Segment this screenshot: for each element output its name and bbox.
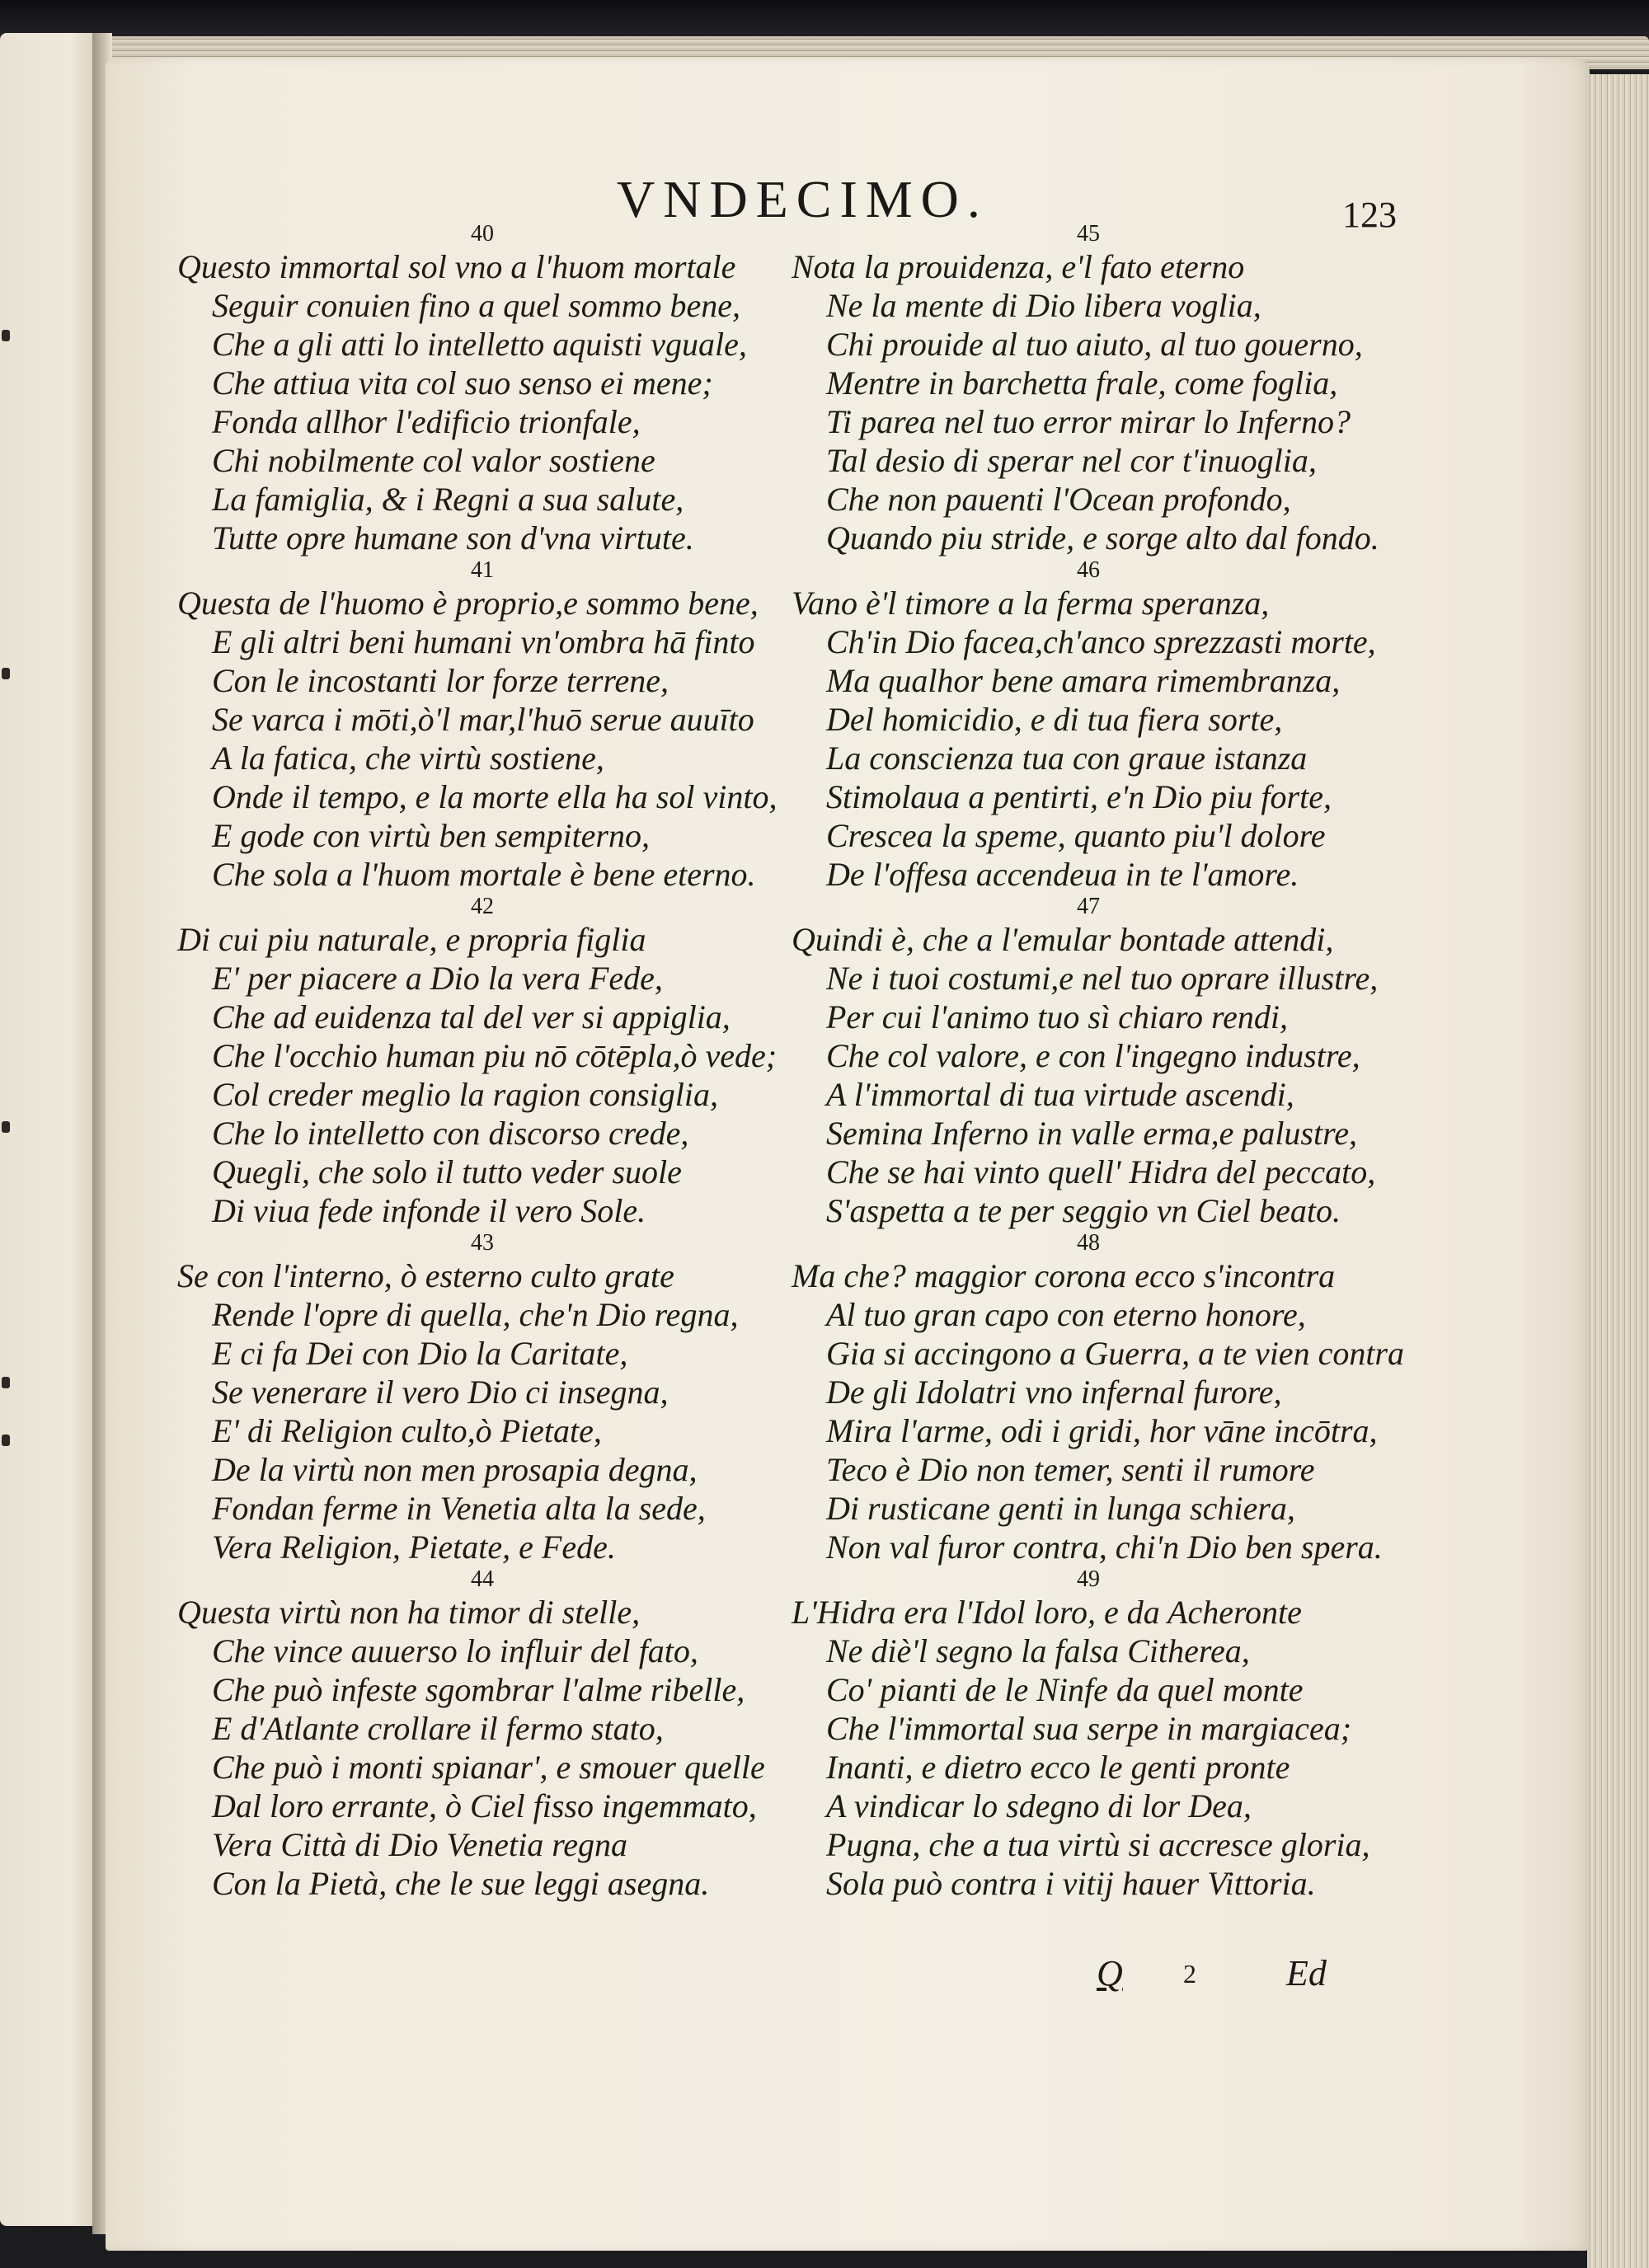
signature-number: 2 [1183,1959,1196,1989]
stanza-number: 46 [1077,557,1100,583]
page-number: 123 [1342,195,1397,235]
stanza-number: 42 [471,894,494,919]
facing-page-ink-mark [2,330,10,341]
facing-page-edge [0,33,99,2226]
verse-line: E d'Atlante crollare il fermo stato, [212,1710,664,1747]
verse-line: Che l'occhio human piu nō cōtēpla,ò vede; [212,1037,778,1074]
verse-line: Con le incostanti lor forze terrene, [212,662,669,699]
verse-line: Chi nobilmente col valor sostiene [212,442,655,479]
stanza-number: 49 [1077,1566,1100,1592]
stanza [177,894,787,1230]
verse-line: Di viua fede infonde il vero Sole. [212,1192,646,1229]
verse-line: Chi prouide al tuo aiuto, al tuo gouerno, [826,326,1363,363]
verse-line: Che può infeste sgombrar l'alme ribelle, [212,1671,745,1708]
verse-line: Col creder meglio la ragion consiglia, [212,1076,719,1113]
verse-line: Che non pauenti l'Ocean profondo, [826,481,1291,518]
verse-line: Ch'in Dio facea,ch'anco sprezzasti morte, [826,623,1376,660]
verse-line: Ma che? maggior corona ecco s'incontra [792,1257,1336,1294]
stanza [792,221,1385,557]
verse-line: Ne la mente di Dio libera voglia, [826,287,1261,324]
verse-line: Inanti, e dietro ecco le genti pronte [826,1749,1290,1786]
verse-line: Che lo intelletto con discorso crede, [212,1115,689,1152]
verse-line: Se varca i mōti,ò'l mar,l'huō serue auuīto [212,701,754,738]
verse-line: Del homicidio, e di tua fiera sorte, [826,701,1283,738]
verse-line: Seguir conuien fino a quel sommo bene, [212,287,740,324]
verse-line: S'aspetta a te per seggio vn Ciel beato. [826,1192,1341,1229]
verse-line: Rende l'opre di quella, che'n Dio regna, [212,1296,739,1333]
verse-line: Al tuo gran capo con eterno honore, [826,1296,1306,1333]
verse-line: Di rusticane genti in lunga schiera, [826,1490,1295,1527]
verse-line: Ma qualhor bene amara rimembranza, [826,662,1341,699]
verse-line: Tal desio di sperar nel cor t'inuoglia, [826,442,1317,479]
verse-line: E ci fa Dei con Dio la Caritate, [212,1335,628,1372]
running-head: VNDECIMO. [617,170,989,228]
verse-line: Per cui l'animo tuo sì chiaro rendi, [826,998,1288,1035]
verse-line: Sola può contra i vitij hauer Vittoria. [826,1865,1316,1902]
verse-line: E' di Religion culto,ò Pietate, [212,1412,602,1449]
facing-page-ink-mark [2,1435,10,1446]
verse-line: De l'offesa accendeua in te l'amore. [826,856,1299,893]
right-text-column [792,221,1404,1903]
verse-line: Quando piu stride, e sorge alto dal fondo. [826,519,1379,556]
verse-line: Teco è Dio non temer, senti il rumore [826,1451,1315,1488]
facing-page-ink-mark [2,1121,10,1133]
verse-line: Nota la prouidenza, e'l fato eterno [792,248,1245,285]
signature-mark: Q [1097,1953,1123,1993]
verse-line: Che vince auuerso lo influir del fato, [212,1632,698,1669]
verse-line: Che l'immortal sua serpe in margiacea; [826,1710,1352,1747]
verse-line: Che a gli atti lo intelletto aquisti vguale, [212,326,747,363]
verse-line: Ne diè'l segno la falsa Citherea, [826,1632,1250,1669]
verse-line: Pugna, che a tua virtù si accresce gloria, [826,1826,1370,1863]
catchword: Ed [1286,1953,1327,1993]
stanza [177,1230,787,1566]
verse-line: Con la Pietà, che le sue leggi asegna. [212,1865,710,1902]
verse-line: Stimolaua a pentirti, e'n Dio piu forte, [826,778,1332,815]
verse-line: Questo immortal sol vno a l'huom mortale [177,248,736,285]
verse-line: De la virtù non men prosapia degna, [212,1451,698,1488]
verse-line: Questa virtù non ha timor di stelle, [177,1594,641,1631]
verse-line: Ne i tuoi costumi,e nel tuo oprare illustre, [826,960,1379,997]
verse-line: Non val furor contra, chi'n Dio ben spera. [826,1528,1383,1566]
verse-line: Vano è'l timore a la ferma speranza, [792,585,1270,622]
verse-line: Fondan ferme in Venetia alta la sede, [212,1490,706,1527]
verse-line: Se con l'interno, ò esterno culto grate [177,1257,674,1294]
verse-line: Che col valore, e con l'ingegno industre, [826,1037,1360,1074]
verse-line: Quegli, che solo il tutto veder suole [212,1153,682,1190]
verse-line: Mentre in barchetta frale, come foglia, [826,364,1338,401]
verse-line: E gode con virtù ben sempiterno, [212,817,650,854]
verse-line: Ti parea nel tuo error mirar lo Inferno? [826,403,1351,440]
verse-line: E gli altri beni humani vn'ombra hā finto [212,623,755,660]
page-stack-right-edge [1587,74,1649,2268]
verse-line: La famiglia, & i Regni a sua salute, [212,481,684,518]
stanza-number: 45 [1077,221,1100,247]
verse-line: Che sola a l'huom mortale è bene eterno. [212,856,756,893]
stanza [177,221,787,557]
verse-line: Semina Inferno in valle erma,e palustre, [826,1115,1357,1152]
verse-line: Co' pianti de le Ninfe da quel monte [826,1671,1304,1708]
verse-line: Quindi è, che a l'emular bontade attendi, [792,921,1334,958]
verse-line: Gia si accingono a Guerra, a te vien contra [826,1335,1404,1372]
verse-line: Che ad euidenza tal del ver si appiglia, [212,998,731,1035]
verse-line: Onde il tempo, e la morte ella ha sol vinto, [212,778,778,815]
verse-line: De gli Idolatri vno infernal furore, [826,1373,1282,1411]
stanza-number: 48 [1077,1230,1100,1256]
verse-line: La conscienza tua con graue istanza [826,740,1308,777]
facing-page-ink-mark [2,1377,10,1388]
verse-line: Fonda allhor l'edificio trionfale, [212,403,641,440]
verse-line: Che attiua vita col suo senso ei mene; [212,364,713,401]
verse-line: E' per piacere a Dio la vera Fede, [212,960,663,997]
facing-page-ink-mark [2,668,10,679]
verse-line: Vera Città di Dio Venetia regna [212,1826,628,1863]
verse-line: Dal loro errante, ò Ciel fisso ingemmato, [212,1787,757,1824]
stanza [792,557,1385,894]
stanza [792,1230,1404,1566]
stanza-number: 47 [1077,894,1100,919]
stanza-number: 44 [471,1566,494,1592]
verse-line: Vera Religion, Pietate, e Fede. [212,1528,616,1566]
verse-line: Se venerare il vero Dio ci insegna, [212,1373,669,1411]
stanza [792,894,1385,1230]
verse-line: Che se hai vinto quell' Hidra del peccato, [826,1153,1376,1190]
verse-line: L'Hidra era l'Idol loro, e da Acheronte [792,1594,1302,1631]
verse-line: Tutte opre humane son d'vna virtute. [212,519,694,556]
left-text-column [177,221,787,1903]
verse-line: A l'immortal di tua virtude ascendi, [826,1076,1294,1113]
verse-line: Che può i monti spianar', e smouer quelle [212,1749,765,1786]
verse-line: Mira l'arme, odi i gridi, hor vāne incōtra, [826,1412,1378,1449]
stanza-number: 43 [471,1230,494,1256]
stanza [177,1566,787,1903]
verse-line: Crescea la speme, quanto piu'l dolore [826,817,1326,854]
verse-line: Di cui piu naturale, e propria figlia [177,921,646,958]
stanza-number: 41 [471,557,494,583]
verse-line: A vindicar lo sdegno di lor Dea, [826,1787,1252,1824]
verse-line: A la fatica, che virtù sostiene, [212,740,604,777]
page-footer [0,1952,1649,2002]
stanza [792,1566,1385,1903]
stanza-number: 40 [471,221,494,247]
verse-line: Questa de l'huomo è proprio,e sommo bene, [177,585,759,622]
stanza [177,557,787,894]
